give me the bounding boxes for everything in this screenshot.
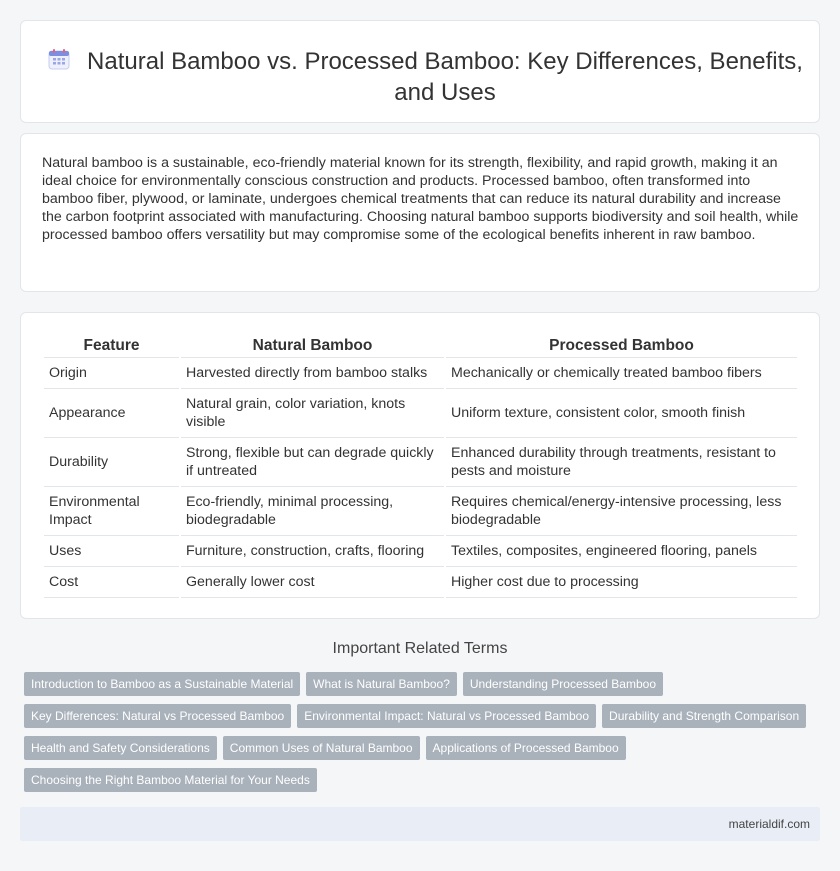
feature-cell: Origin [44, 358, 179, 389]
natural-cell: Generally lower cost [181, 567, 444, 598]
natural-cell: Natural grain, color variation, knots visible [181, 389, 444, 438]
feature-cell: Appearance [44, 389, 179, 438]
footer [20, 807, 820, 841]
intro-paragraph: Natural bamboo is a sustainable, eco-friendly material known for its strength, flexibility, and rapid growth, making it an ideal choice for environmentally conscious construction and products. Processed bamboo, often transformed into bamboo fiber, plywood, or laminate, undergoes chemical treatments that can reduce its natural durability and increase the carbon footprint associated with manufacturing. Choosing natural bamboo supports biodiversity and soil health, while processed bamboo offers versatility but may compromise some of the ecological benefits inherent in raw bamboo. [42, 155, 799, 243]
comparison-card [20, 312, 820, 619]
processed-cell: Uniform texture, consistent color, smooth finish [446, 389, 797, 438]
table-row [44, 536, 797, 567]
related-term-tag[interactable]: Key Differences: Natural vs Processed Bamboo [24, 704, 291, 728]
related-term-tag[interactable]: Introduction to Bamboo as a Sustainable Material [24, 672, 300, 696]
processed-cell: Requires chemical/energy-intensive processing, less biodegradable [446, 487, 797, 536]
related-term-tag[interactable]: Health and Safety Considerations [24, 736, 217, 760]
table-row [44, 389, 797, 438]
processed-cell: Textiles, composites, engineered flooring, panels [446, 536, 797, 567]
processed-cell: Enhanced durability through treatments, resistant to pests and moisture [446, 438, 797, 487]
feature-cell: Cost [44, 567, 179, 598]
related-term-tag[interactable]: Understanding Processed Bamboo [463, 672, 663, 696]
related-term-tag[interactable]: Applications of Processed Bamboo [426, 736, 626, 760]
related-term-tag[interactable]: Common Uses of Natural Bamboo [223, 736, 420, 760]
table-row [44, 487, 797, 536]
natural-cell: Eco-friendly, minimal processing, biodegradable [181, 487, 444, 536]
related-terms-heading: Important Related Terms [332, 640, 508, 657]
table-row [44, 567, 797, 598]
natural-cell: Furniture, construction, crafts, flooring [181, 536, 444, 567]
related-term-tag[interactable]: Environmental Impact: Natural vs Processed Bamboo [297, 704, 596, 728]
table-row [44, 438, 797, 487]
related-term-tag[interactable]: Durability and Strength Comparison [602, 704, 806, 728]
natural-cell: Harvested directly from bamboo stalks [181, 358, 444, 389]
title-card [20, 20, 820, 123]
calendar-icon [48, 48, 70, 70]
processed-cell: Mechanically or chemically treated bamboo fibers [446, 358, 797, 389]
header-feature: Feature [44, 335, 179, 358]
feature-cell: Uses [44, 536, 179, 567]
feature-cell: Durability [44, 438, 179, 487]
related-term-tag[interactable]: Choosing the Right Bamboo Material for Your Needs [24, 768, 317, 792]
natural-cell: Strong, flexible but can degrade quickly if untreated [181, 438, 444, 487]
table-row [44, 358, 797, 389]
header-processed: Processed Bamboo [446, 335, 797, 358]
related-term-tag[interactable]: What is Natural Bamboo? [306, 672, 457, 696]
feature-cell: Environmental Impact [44, 487, 179, 536]
processed-cell: Higher cost due to processing [446, 567, 797, 598]
related-terms-list [24, 672, 824, 800]
page-title: Natural Bamboo vs. Processed Bamboo: Key Differences, Benefits, and Uses [87, 48, 803, 106]
header-natural: Natural Bamboo [181, 335, 444, 358]
intro-card [20, 133, 820, 292]
site-name[interactable]: materialdif.com [728, 817, 810, 831]
comparison-table [42, 335, 799, 598]
